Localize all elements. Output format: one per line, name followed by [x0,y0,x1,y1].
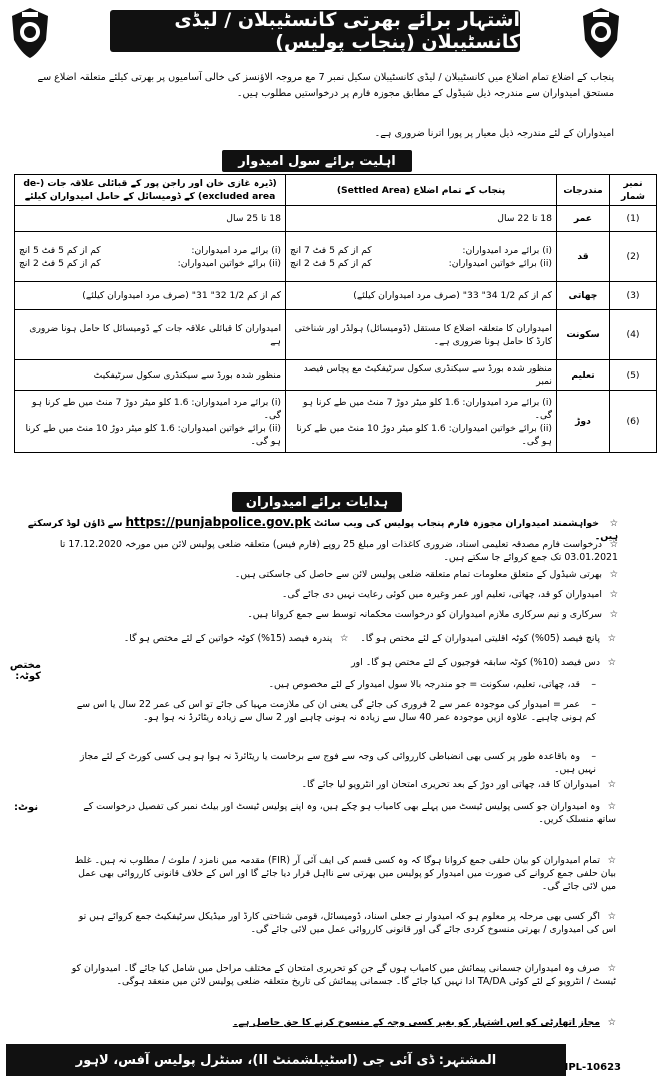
row-number: (1) [610,206,657,232]
cell-sub-value: (ii) برائے خواتین امیدواران: 1.6 کلو میٹر دوڑ 10 منٹ میں طے کرنا ہو گی۔ [296,422,552,447]
row-number: (6) [610,391,657,453]
star-icon: ☆ [607,1017,616,1028]
row-number: (2) [610,232,657,282]
quota-label: مختص کوٹہ: [9,660,41,682]
police-emblem-icon [579,6,623,60]
cell-sub-label: (i) برائے مرد امیدواران: [462,244,552,256]
eligibility-section-title: اہلیت برائے سول امیدوار [222,150,412,172]
website-link[interactable]: https://punjabpolice.gov.pk [125,515,311,529]
table-header-row [15,175,657,206]
cell-deexcluded [15,232,286,282]
row-item: قد [557,232,610,282]
cell-deexcluded: منظور شدہ بورڈ سے سیکنڈری سکول سرٹیفکیٹ [15,360,286,391]
dash-icon: – [591,679,596,690]
advertisement-page [6,4,645,1076]
col-header-settled: پنجاب کے تمام اضلاع (Settled Area) [286,175,557,206]
cell-settled: امیدواران کا متعلقہ اضلاع کا مستقل (ڈومیسائل) ہولڈر اور شناختی کارڈ کا حامل ہونا ضروری ہے۔ [286,310,557,360]
star-icon: ☆ [609,609,618,620]
note-item [66,962,616,988]
instruction-text: بھرتی شیڈول کے متعلق معلومات تمام متعلقہ ضلعی پولیس لائن سے حاصل کی جاسکتی ہیں۔ [234,569,602,580]
cell-deexcluded [15,391,286,453]
cell-deexcluded: کم از کم 1/2 32" 31" (صرف مرد امیدواران کیلئے) [15,282,286,310]
cell-settled [286,391,557,453]
star-icon: ☆ [609,569,618,580]
cell-sub-label: (ii) برائے خواتین امیدواران: [448,257,552,269]
star-icon: ☆ [607,911,616,922]
ad-code: IPL-10623 [564,1062,621,1073]
quota-item [76,678,596,691]
instruction-item [14,538,618,564]
advertisement-title: اشتہار برائے بھرتی کانسٹیبلان / لیڈی کانسٹیبلان (پنجاب پولیس) [110,10,520,52]
row-item: سکونت [557,310,610,360]
table-row [15,310,657,360]
instruction-item [14,588,618,601]
cell-sub-label: (ii) برائے خواتین امیدواران: [177,257,281,269]
cell-deexcluded: 18 تا 25 سال [15,206,286,232]
cell-sub-label: (i) برائے مرد امیدواران: [191,244,281,256]
cell-settled: 18 تا 22 سال [286,206,557,232]
table-row [15,360,657,391]
dash-icon: – [591,751,596,762]
star-icon: ☆ [607,779,616,790]
quota-item [76,656,616,669]
star-icon: ☆ [609,518,618,529]
instruction-item [14,568,618,581]
intro-paragraph: پنجاب کے اضلاع تمام اضلاع میں کانسٹیبلان / لیڈی کانسٹیبلان سکیل نمبر 7 مع مروجہ الاؤنسز کی خالی آسامیوں پر بھرتی کیلئے متعلقہ اضلاع سے مستحق امیدواران سے مندرجہ ذیل شیڈول کے مطابق مجوزہ فارم پر درخواستیں مطلوب ہیں۔ [37,72,614,99]
dash-icon: – [591,699,596,710]
star-icon: ☆ [607,963,616,974]
instruction-text: صرف وہ امیدواران جسمانی پیمائش میں کامیاب ہوں گے جن کو تحریری امتحان کے مختلف مراحل میں شامل کیا جائے گا۔ امیدواران کو ٹیسٹ / انٹرویو کے لئے کوئی TA/DA ادا نہیں کیا جائے گا۔ جسمانی پیمائش کی تاریخ متعلقہ ضلعی پولیس لائن میں منعقد ہوگی۔ [71,963,616,987]
note-item [66,854,616,893]
note-item [66,778,616,791]
table-row [15,282,657,310]
cell-sub-value: کم از کم 5 فٹ 7 انچ [290,244,372,256]
col-header-deexcluded: (ڈیرہ غازی خان اور راجن پور کے قبائلی علاقہ جات (de-excluded area) کے ڈومیسائل کے حامل امیدواران کیلئے [15,175,286,206]
row-item: تعلیم [557,360,610,391]
instruction-text: اگر کسی بھی مرحلہ پر معلوم ہو کہ امیدوار نے جعلی اسناد، ڈومیسائل، قومی شناختی کارڈ اور میڈیکل سرٹیفکیٹ جمع کروائے ہیں تو اس کی امیدواری / بھرتی منسوخ کردی جائے گی اور قانونی کارروائی عمل میں لائی جائے گی۔ [78,911,616,935]
instruction-text: دس فیصد (10%) کوٹہ سابقہ فوجیوں کے لئے مختص ہو گا۔ اور [351,657,600,668]
instruction-text: سرکاری و نیم سرکاری ملازم امیدواران کو درخواست محکمانہ توسط سے جمع کروانا ہیں۔ [247,609,602,620]
row-number: (3) [610,282,657,310]
cell-settled: منظور شدہ بورڈ سے سیکنڈری سکول سرٹیفکیٹ مع پچاس فیصد نمبر [286,360,557,391]
col-header-item: مندرجات [557,175,610,206]
instruction-text: امیدواران کو قد، چھاتی، تعلیم اور عمر وغیرہ میں کوئی رعایت نہیں دی جائے گی۔ [281,589,602,600]
star-icon: ☆ [607,633,616,644]
instruction-text: مجاز اتھارٹی کو اس اشتہار کو بغیر کسی وجہ کے منسوخ کرنے کا حق حاصل ہے۔ [232,1017,600,1028]
cell-deexcluded: امیدواران کا قبائلی علاقہ جات کے ڈومیسائل کا حامل ہونا ضروری ہے [15,310,286,360]
cell-sub-value: (ii) برائے خواتین امیدواران: 1.6 کلو میٹر دوڑ 10 منٹ میں طے کرنا ہو گی۔ [25,422,281,447]
quota-item [76,698,596,724]
instruction-text: وہ باقاعدہ طور پر کسی بھی انضباطی کارروائی کی وجہ سے فوج سے برخاست یا ریٹائرڈ نہ ہوا ہو ہی کسی کورٹ کے لئے مجاز نہیں ہیں۔ [79,751,596,775]
header [6,4,625,64]
col-header-no: نمبر شمار [610,175,657,206]
cell-sub-value: کم از کم 5 فٹ 2 انچ [290,257,372,269]
note-item [66,1016,616,1029]
instruction-item [14,608,618,621]
table-row [15,232,657,282]
quota-item [76,750,596,776]
star-icon: ☆ [607,657,616,668]
instruction-text: وہ امیدواران جو کسی پولیس ٹیسٹ میں پہلے بھی کامیاب ہو چکے ہیں، وہ اپنے پولیس ٹیسٹ اور بیلٹ نمبر کی تفصیل درخواست کے ساتھ منسلک کریں۔ [83,801,616,825]
instruction-text: تمام امیدواران کو بیان حلفی جمع کروانا ہوگا کہ وہ کسی قسم کی ایف آئی آر (FIR) مقدمہ میں نامزد / ملوث / مطلوب نہ ہیں۔ غلط بیان حلفی جمع کروانے کی صورت میں امیدوار کو پولیس میں بھرتی سے نااہل قرار دیا جائے گا اور اس کے خلاف قانونی کارروائی بھی عمل میں لائی جائے گی۔ [74,855,616,892]
note-item [66,910,616,936]
advertiser-footer: المشتہر: ڈی آئی جی (اسٹیبلشمنٹ II)، سنٹرل پولیس آفس، لاہور [6,1044,566,1076]
instruction-text: درخواست فارم مصدقہ تعلیمی اسناد، ضروری کاغذات اور مبلغ 25 روپے (فارم فیس) متعلقہ ضلعی پولیس لائن میں مورخہ 17.12.2020 تا 03.01.2021 تک جمع کروائے جا سکتے ہیں۔ [59,539,618,563]
instruction-text: پانچ فیصد (05%) کوٹہ اقلیتی امیدواران کے لئے مختص ہو گا۔ [360,633,600,644]
row-number: (4) [610,310,657,360]
star-icon: ☆ [339,633,349,644]
table-row [15,206,657,232]
intro-note: امیدواران کے لئے مندرجہ ذیل معیار پر پورا اترنا ضروری ہے۔ [374,128,614,139]
instructions-section-title: ہدایات برائے امیدواران [232,492,402,512]
row-item: چھاتی [557,282,610,310]
cell-sub-value: (i) برائے مرد امیدواران: 1.6 کلو میٹر دوڑ 7 منٹ میں طے کرنا ہو گی۔ [32,396,281,421]
row-item: عمر [557,206,610,232]
star-icon: ☆ [609,589,618,600]
table-row [15,391,657,453]
instruction-text: پندرہ فیصد (15%) کوٹہ خواتین کے لئے مختص ہو گا۔ [123,633,333,644]
instruction-text: خواہشمند امیدواران مجوزہ فارم پنجاب پولیس کی ویب سائٹ [313,518,600,529]
quota-item [76,632,616,645]
row-item: دوڑ [557,391,610,453]
instruction-text: سے ڈاؤن لوڈ کرسکتے ہیں۔ [27,518,618,542]
eligibility-table [14,174,657,453]
cell-sub-value: کم از کم 5 فٹ 5 انچ [19,244,101,256]
cell-sub-value: کم از کم 5 فٹ 2 انچ [19,257,101,269]
cell-settled [286,232,557,282]
star-icon: ☆ [607,801,616,812]
note-item [66,800,616,826]
notes-label: نوٹ: [14,802,39,813]
instruction-text: عمر = امیدوار کی موجودہ عمر سے 2 فروری کی جائے گی یعنی ان کی ملازمت مہیا کی جائے تو اس کی عمر 22 سال یا اس سے کم ہونی چاہیے۔ علاوہ ازیں موجودہ عمر 40 سال سے زیادہ نہ ہونی چاہیے اور 2 سال سے زیادہ ریٹائرڈ نہ ہوا ہو۔ [76,699,596,723]
row-number: (5) [610,360,657,391]
cell-sub-value: (i) برائے مرد امیدواران: 1.6 کلو میٹر دوڑ 7 منٹ میں طے کرنا ہو گی۔ [303,396,552,421]
star-icon: ☆ [609,539,618,550]
instruction-text: قد، چھاتی، تعلیم، سکونت = جو مندرجہ بالا سول امیدوار کے لئے مخصوص ہیں۔ [268,679,580,690]
star-icon: ☆ [607,855,616,866]
instruction-text: امیدواران کا قد، چھاتی اور دوڑ کے بعد تحریری امتحان اور انٹرویو لیا جائے گا۔ [301,779,600,790]
cell-settled: کم از کم 1/2 34" 33" (صرف مرد امیدواران کیلئے) [286,282,557,310]
police-emblem-icon [8,6,52,60]
